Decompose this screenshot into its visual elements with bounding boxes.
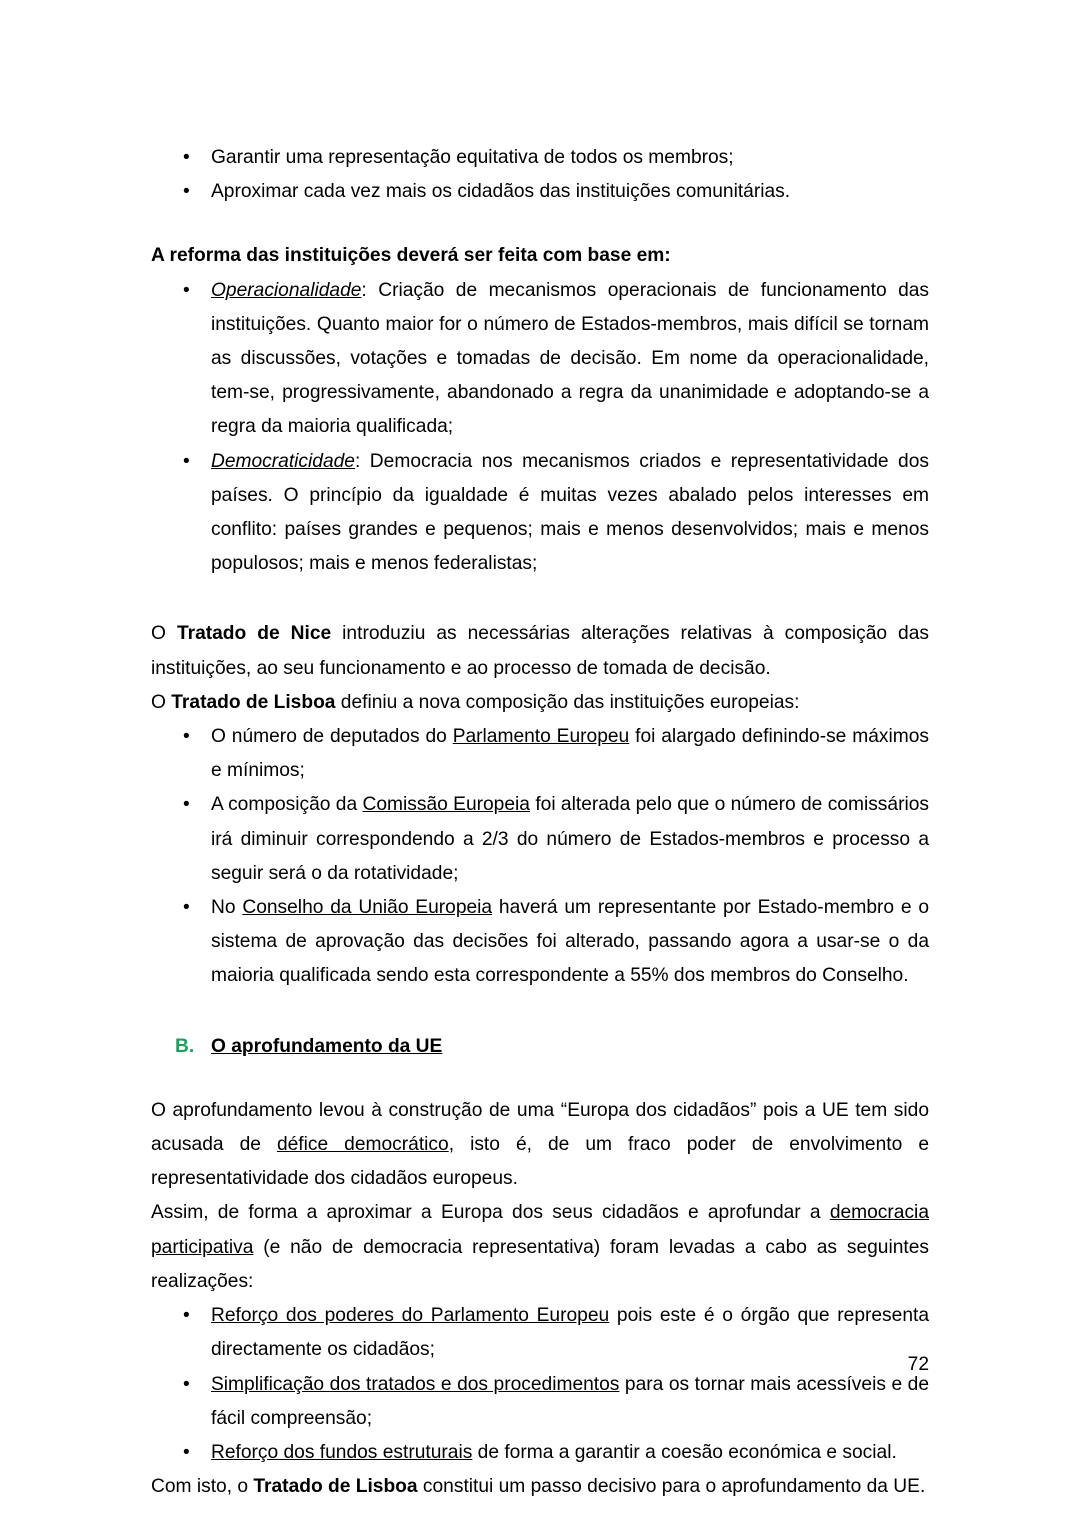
criterion-separator: :: [361, 279, 367, 301]
section-b-heading: [151, 1030, 929, 1064]
section-marker: B.: [175, 1035, 195, 1057]
criterion-term: Operacionalidade: [211, 279, 362, 301]
closing-prefix: Com isto, o: [151, 1476, 254, 1498]
bullet-tail: foi alterada pelo que o número de comissários irá diminuir correspondendo a 2/3 do número de Estados-membros e processo a seguir será o da rotatividade;: [211, 794, 929, 884]
realizations-bullet-list: [151, 1299, 929, 1470]
list-item: [151, 175, 929, 209]
list-item: [151, 141, 929, 175]
spacer: [151, 581, 929, 617]
bullet-text: Garantir uma representação equitativa de todos os membros;: [211, 147, 734, 168]
spacer: [151, 1064, 929, 1094]
realization-tail: para os tornar mais acessíveis e de fácil compreensão;: [211, 1373, 929, 1429]
closing-treaty-name: Tratado de Lisboa: [253, 1476, 418, 1498]
deepening-paragraph: [151, 1094, 929, 1197]
participative-democracy-term: democracia participativa: [151, 1202, 929, 1258]
institution-name: Conselho da União Europeia: [242, 897, 493, 919]
bullet-lead: A composição da: [211, 794, 363, 816]
list-item: [151, 1299, 929, 1367]
list-item: [151, 445, 929, 582]
approach-paragraph: [151, 1196, 929, 1299]
paragraph-tail: (e não de democracia representativa) foram levadas a cabo as seguintes realizações:: [151, 1236, 929, 1292]
institution-name: Parlamento Europeu: [452, 726, 630, 748]
nice-suffix: introduziu as necessárias alterações relativas à composição das instituições, ao seu funcionamento e ao processo de tomada de decisão.: [151, 623, 929, 679]
bullet-tail: foi alargado definindo-se máximos e mínimos;: [211, 726, 929, 782]
page-content: [151, 141, 929, 1504]
lisboa-prefix: O: [151, 691, 172, 713]
realization-tail: pois este é o órgão que representa directamente os cidadãos;: [211, 1305, 929, 1361]
bullet-lead: No: [211, 897, 243, 919]
realization-term: Simplificação dos tratados e dos procedimentos: [211, 1373, 620, 1395]
list-item: [151, 720, 929, 788]
nice-treaty-name: Tratado de Nice: [176, 623, 332, 645]
list-item: [151, 891, 929, 994]
closing-suffix: constitui um passo decisivo para o aprofundamento da UE.: [417, 1476, 926, 1498]
deficit-term: défice democrático: [276, 1134, 449, 1156]
lisboa-paragraph: [151, 686, 929, 720]
spacer: [151, 209, 929, 239]
lisboa-suffix: definiu a nova composição das instituições europeias:: [335, 691, 800, 713]
list-item: [151, 1368, 929, 1436]
reform-criteria-list: [151, 274, 929, 582]
lisboa-bullet-list: [151, 720, 929, 994]
reform-heading: [151, 239, 929, 273]
paragraph-tail: , isto é, de um fraco poder de envolvimento e representatividade dos cidadãos europeus.: [151, 1134, 929, 1190]
institution-name: Comissão Europeia: [362, 794, 530, 816]
list-item: [151, 274, 929, 445]
spacer: [151, 994, 929, 1030]
paragraph-lead: Assim, de forma a aproximar a Europa dos seus cidadãos e aprofundar a: [151, 1202, 830, 1224]
section-title: O aprofundamento da UE: [211, 1035, 443, 1057]
list-item: [151, 788, 929, 891]
nice-paragraph: [151, 617, 929, 685]
reform-heading-text: A reforma das instituições deverá ser feita com base em:: [151, 245, 671, 267]
criterion-separator: :: [354, 450, 361, 472]
page-number-value: 72: [907, 1354, 929, 1375]
criterion-text: Criação de mecanismos operacionais de funcionamento das instituições. Quanto maior for o número de Estados-membros, mais difícil se tornam as discussões, votações e tomadas de decisão. Em nome da operacionalidade, tem-se, progressivamente, abandonado a regra da unanimidade e adoptando-se a regra da maioria qualificada;: [211, 279, 929, 438]
bullet-text: Aproximar cada vez mais os cidadãos das instituições comunitárias.: [211, 181, 791, 203]
criterion-text: Democracia nos mecanismos criados e representatividade dos países. O princípio da igualdade é muitas vezes abalado pelos interesses em conflito: países grandes e pequenos; mais e menos desenvolvidos; mais e menos populosos; mais e menos federalistas;: [211, 450, 929, 575]
list-item: [151, 1436, 929, 1470]
lisboa-treaty-name: Tratado de Lisboa: [171, 691, 336, 713]
realization-term: Reforço dos fundos estruturais: [211, 1441, 473, 1463]
realization-tail: de forma a garantir a coesão económica e social.: [472, 1441, 897, 1463]
bullet-lead: O número de deputados do: [211, 726, 453, 748]
criterion-term: Democraticidade: [211, 450, 355, 472]
nice-prefix: O: [151, 623, 177, 645]
paragraph-lead: O aprofundamento levou à construção de uma “Europa dos cidadãos” pois a UE tem sido acusada de: [151, 1099, 929, 1156]
top-bullet-list: [151, 141, 929, 209]
closing-paragraph: [151, 1470, 929, 1504]
realization-term: Reforço dos poderes do Parlamento Europeu: [211, 1305, 610, 1327]
bullet-tail: haverá um representante por Estado-membro e o sistema de aprovação das decisões foi alterado, passando agora a usar-se o da maioria qualificada sendo esta correspondente a 55% dos membros do Conselho.: [211, 897, 930, 987]
